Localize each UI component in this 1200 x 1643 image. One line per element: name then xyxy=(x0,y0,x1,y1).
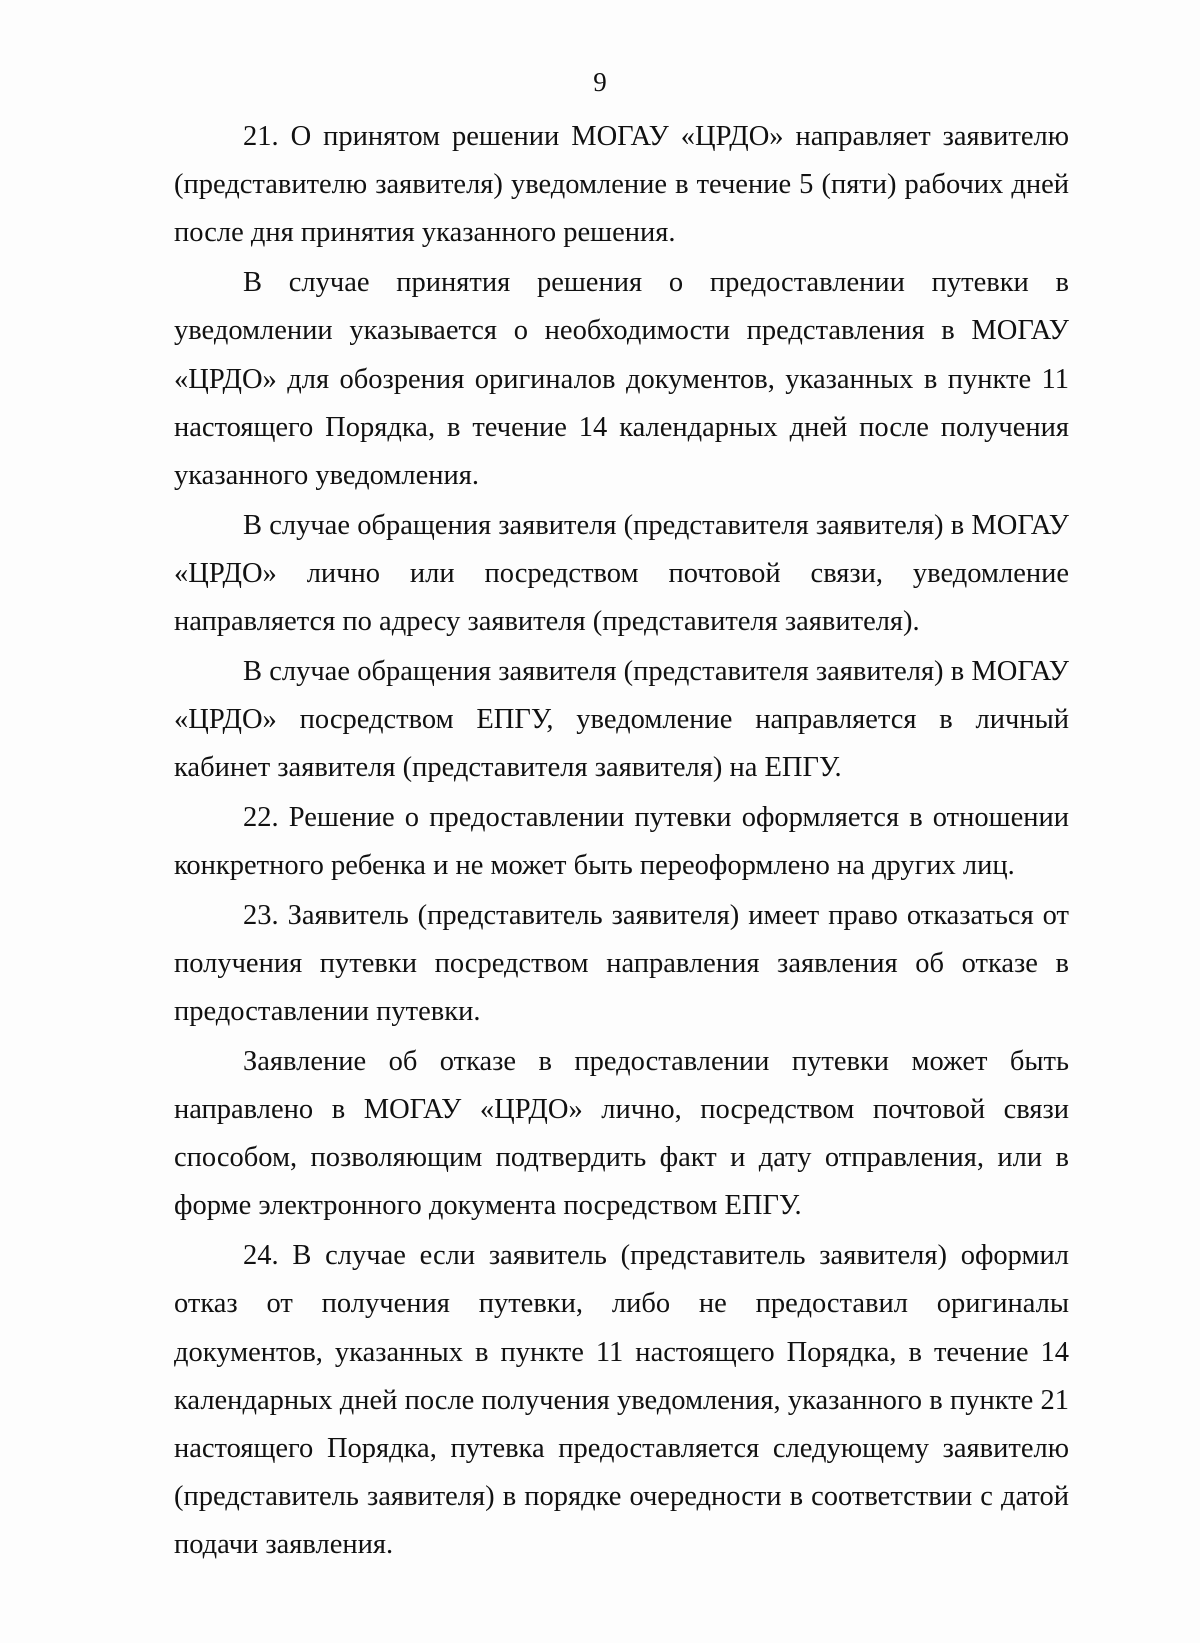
paragraph-23-refusal-methods: Заявление об отказе в предоставлении путевки может быть направлено в МОГАУ «ЦРДО» лично, посредством почтовой связи способом, позволяющим подтвердить факт и дату отправления, или в форме электронного документа посредством ЕПГУ. xyxy=(174,1045,1069,1222)
paragraph-23: 23. Заявитель (представитель заявителя) имеет право отказаться от получения путевки посредством направления заявления об отказе в предоставлении путевки. xyxy=(174,899,1069,1028)
paragraph-22: 22. Решение о предоставлении путевки оформляется в отношении конкретного ребенка и не может быть переоформлено на других лиц. xyxy=(174,801,1069,882)
paragraph-21-postal-notice: В случае обращения заявителя (представителя заявителя) в МОГАУ «ЦРДО» лично или посредством почтовой связи, уведомление направляется по адресу заявителя (представителя заявителя). xyxy=(174,509,1069,638)
paragraph-21: 21. О принятом решении МОГАУ «ЦРДО» направляет заявителю (представителю заявителя) уведомление в течение 5 (пяти) рабочих дней после дня принятия указанного решения. xyxy=(174,121,1069,249)
paragraph-24: 24. В случае если заявитель (представитель заявителя) оформил отказ от получения путевки, либо не предоставил оригиналы документов, указанных в пункте 11 настоящего Порядка, в течение 14 календарных дней после получения уведомления, указанного в пункте 21 настоящего Порядка, путевка предоставляется следующему заявителю (представитель заявителя) в порядке очередности в соответствии с датой подачи заявления. xyxy=(174,1240,1069,1561)
document-body xyxy=(174,113,1069,1571)
paragraph-21-notice-contents: В случае принятия решения о предоставлении путевки в уведомлении указывается о необходимости представления в МОГАУ «ЦРДО» для обозрения оригиналов документов, указанных в пункте 11 настоящего Порядка, в течение 14 календарных дней после получения указанного уведомления. xyxy=(174,267,1069,491)
page-number: 9 xyxy=(593,67,607,97)
paragraph-21-epgu-notice: В случае обращения заявителя (представителя заявителя) в МОГАУ «ЦРДО» посредством ЕПГУ, уведомление направляется в личный кабинет заявителя (представителя заявителя) на ЕПГУ. xyxy=(174,655,1069,784)
